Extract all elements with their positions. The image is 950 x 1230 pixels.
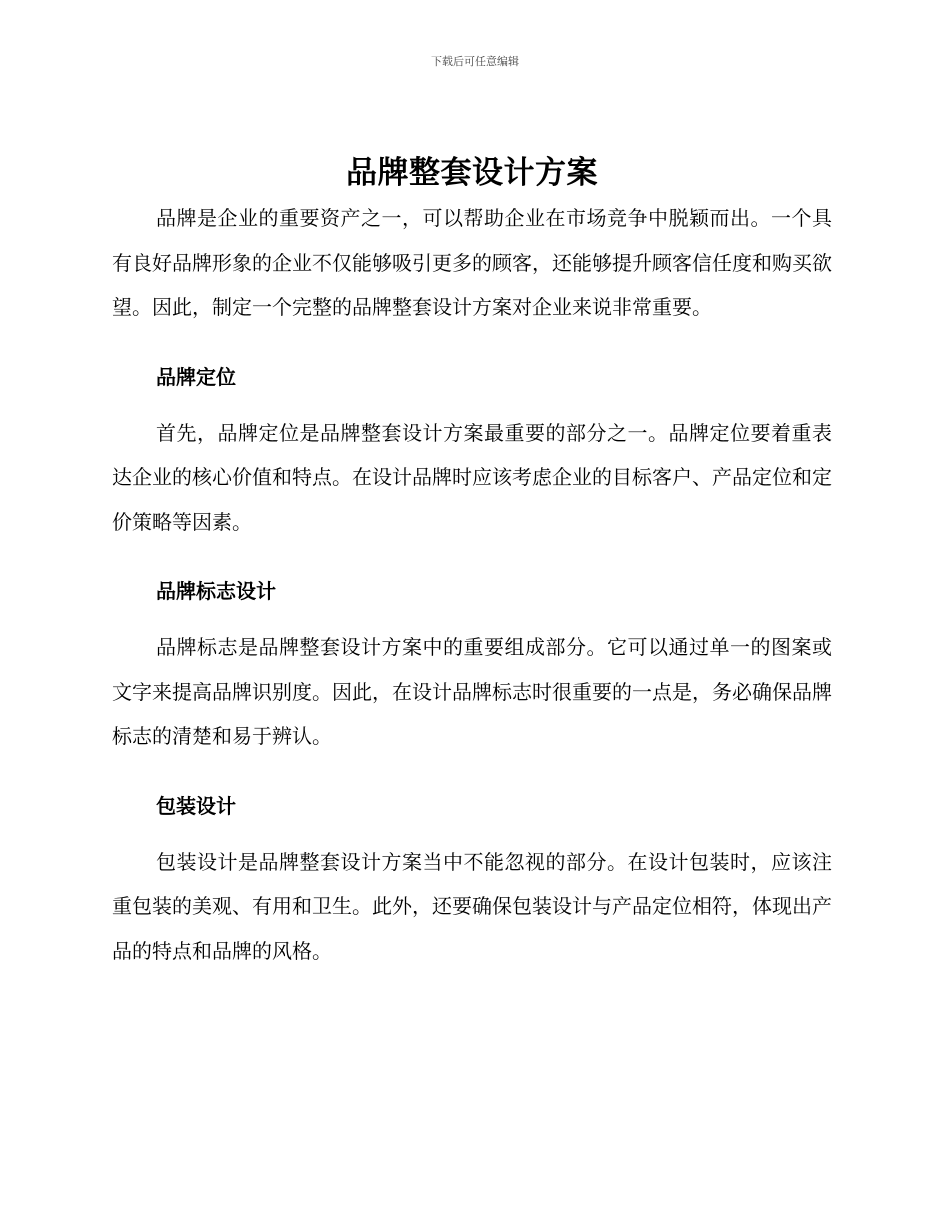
page-header-note: 下载后可任意编辑 bbox=[431, 55, 519, 68]
section-paragraph-logo-design: 品牌标志是品牌整套设计方案中的重要组成部分。它可以通过单一的图案或文字来提高品牌识别度。因此，在设计品牌标志时很重要的一点是，务必确保品牌标志的清楚和易于辨认。 bbox=[112, 635, 832, 748]
section-heading-brand-positioning: 品牌定位 bbox=[156, 364, 236, 389]
section-paragraph-brand-positioning: 首先，品牌定位是品牌整套设计方案最重要的部分之一。品牌定位要着重表达企业的核心价值和特点。在设计品牌时应该考虑企业的目标客户、产品定位和定价策略等因素。 bbox=[112, 420, 832, 534]
section-heading-logo-design: 品牌标志设计 bbox=[156, 579, 276, 603]
section-heading-packaging-design: 包装设计 bbox=[156, 793, 236, 818]
intro-paragraph: 品牌是企业的重要资产之一，可以帮助企业在市场竞争中脱颖而出。一个具有良好品牌形象的企业不仅能够吸引更多的顾客，还能够提升顾客信任度和购买欲望。因此，制定一个完整的品牌整套设计方案对企业来说非常重要。 bbox=[112, 206, 832, 319]
section-paragraph-packaging-design: 包装设计是品牌整套设计方案当中不能忽视的部分。在设计包装时，应该注重包装的美观、有用和卫生。此外，还要确保包装设计与产品定位相符，体现出产品的特点和品牌的风格。 bbox=[112, 849, 832, 963]
document-title: 品牌整套设计方案 bbox=[346, 155, 598, 191]
document-body bbox=[112, 150, 832, 973]
